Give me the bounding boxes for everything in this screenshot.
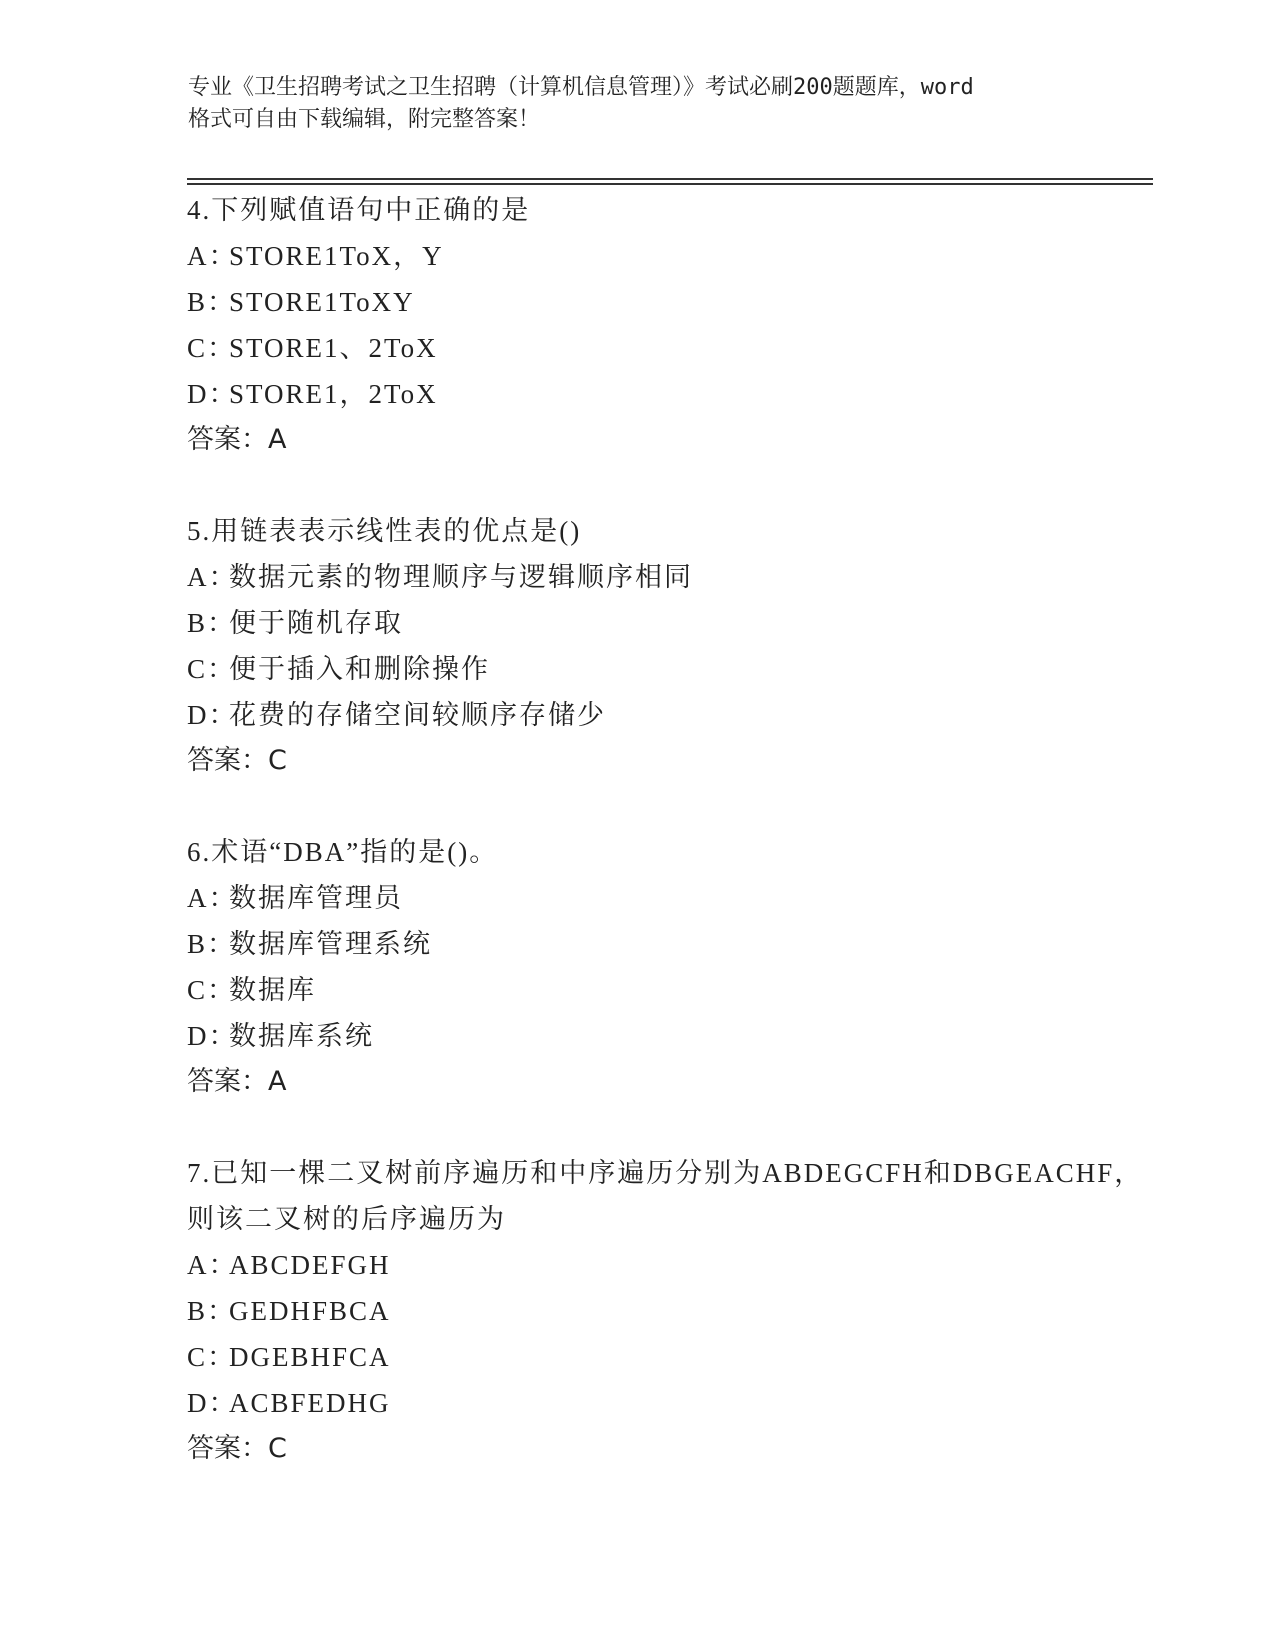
question-stem: 5.用链表表示线性表的优点是() bbox=[187, 516, 582, 546]
option-key: B： bbox=[187, 608, 237, 638]
question-4 bbox=[187, 187, 1147, 463]
option-key: D： bbox=[187, 379, 238, 409]
answer-line: 答案：C bbox=[187, 745, 287, 776]
option-key: A： bbox=[187, 562, 238, 592]
option-key: D： bbox=[187, 1021, 238, 1051]
option-text: 数据库系统 bbox=[229, 1021, 374, 1051]
option-text: ABCDEFGH bbox=[229, 1250, 391, 1280]
option-text: 便于插入和删除操作 bbox=[229, 654, 490, 684]
option-a bbox=[187, 554, 1147, 600]
header-divider-top bbox=[187, 178, 1153, 180]
option-key: A： bbox=[187, 883, 238, 913]
option-d bbox=[187, 1380, 1147, 1426]
option-text: STORE1，2ToX bbox=[229, 379, 438, 409]
option-key: C： bbox=[187, 1342, 237, 1372]
option-a bbox=[187, 233, 1147, 279]
option-key: D： bbox=[187, 1388, 238, 1418]
option-key: C： bbox=[187, 654, 237, 684]
question-6 bbox=[187, 829, 1147, 1105]
option-key: A： bbox=[187, 241, 238, 271]
spacer bbox=[187, 463, 1147, 508]
option-text: 数据库管理员 bbox=[229, 883, 403, 913]
question-list bbox=[187, 187, 1147, 1472]
header-divider-bottom bbox=[187, 183, 1153, 185]
option-text: STORE1、2ToX bbox=[229, 333, 438, 363]
option-text: DGEBHFCA bbox=[229, 1342, 391, 1372]
option-a bbox=[187, 1242, 1147, 1288]
option-text: STORE1ToXY bbox=[229, 287, 415, 317]
option-text: ACBFEDHG bbox=[229, 1388, 391, 1418]
answer-line: 答案：C bbox=[187, 1433, 287, 1464]
question-5 bbox=[187, 508, 1147, 784]
option-d bbox=[187, 692, 1147, 738]
spacer bbox=[187, 784, 1147, 829]
option-key: C： bbox=[187, 333, 237, 363]
option-text: STORE1ToX，Y bbox=[229, 241, 444, 271]
option-c bbox=[187, 967, 1147, 1013]
option-key: B： bbox=[187, 287, 237, 317]
option-d bbox=[187, 1013, 1147, 1059]
option-text: 数据库 bbox=[229, 975, 316, 1005]
option-d bbox=[187, 371, 1147, 417]
option-key: B： bbox=[187, 1296, 237, 1326]
option-key: A： bbox=[187, 1250, 238, 1280]
option-text: 便于随机存取 bbox=[229, 608, 403, 638]
option-b bbox=[187, 600, 1147, 646]
question-stem: 6.术语“DBA”指的是()。 bbox=[187, 837, 499, 867]
option-text: 数据元素的物理顺序与逻辑顺序相同 bbox=[229, 562, 693, 592]
answer-line: 答案：A bbox=[187, 1066, 287, 1097]
option-key: D： bbox=[187, 700, 238, 730]
option-a bbox=[187, 875, 1147, 921]
option-b bbox=[187, 921, 1147, 967]
header-line-2: 格式可自由下载编辑，附完整答案！ bbox=[188, 107, 541, 132]
option-c bbox=[187, 325, 1147, 371]
question-stem: 4.下列赋值语句中正确的是 bbox=[187, 195, 531, 225]
document-header bbox=[188, 72, 1108, 136]
option-text: GEDHFBCA bbox=[229, 1296, 391, 1326]
option-c bbox=[187, 1334, 1147, 1380]
option-b bbox=[187, 1288, 1147, 1334]
question-stem: 7.已知一棵二叉树前序遍历和中序遍历分别为ABDEGCFH和DBGEACHF，则该二叉树的后序遍历为 bbox=[187, 1158, 1144, 1234]
option-key: C： bbox=[187, 975, 237, 1005]
spacer bbox=[187, 1105, 1147, 1150]
option-key: B： bbox=[187, 929, 237, 959]
option-b bbox=[187, 279, 1147, 325]
answer-line: 答案：A bbox=[187, 424, 287, 455]
option-text: 花费的存储空间较顺序存储少 bbox=[229, 700, 606, 730]
option-c bbox=[187, 646, 1147, 692]
option-text: 数据库管理系统 bbox=[229, 929, 432, 959]
header-line-1: 专业《卫生招聘考试之卫生招聘（计算机信息管理）》考试必刷200题题库，word bbox=[188, 75, 974, 100]
question-7 bbox=[187, 1150, 1147, 1472]
